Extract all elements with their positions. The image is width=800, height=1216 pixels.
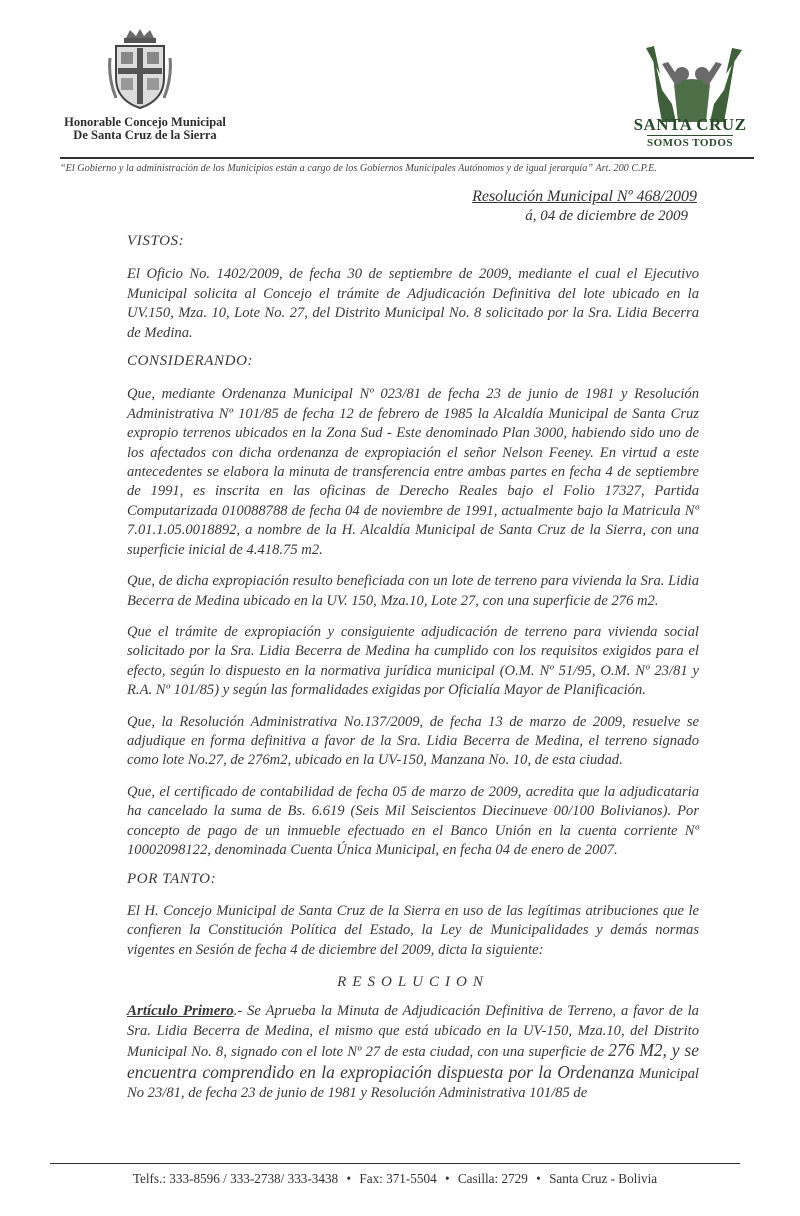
articulo-text-a: .- Se Aprueba la Minuta de Adjudicación Definitiva de Terreno, a favor de la Sra. Lidia Becerra de Medina, el mismo que está ubicado en la UV-150, Mza.10, del Distrito Municipal No. 8, signado con el lote Nº 27 de esta ciudad, con una superficie de — [127, 1003, 699, 1061]
footer-city: Santa Cruz - Bolivia — [549, 1171, 658, 1186]
footer-separator: • — [444, 1171, 450, 1186]
vistos-heading: VISTOS: — [127, 233, 185, 249]
resolucion-heading: RESOLUCION — [337, 974, 489, 990]
resolution-date: á, 04 de diciembre de 2009 — [525, 208, 688, 224]
logo-title: SANTA CRUZ — [633, 115, 747, 134]
footer-separator: • — [346, 1171, 352, 1186]
footer-separator: • — [536, 1171, 541, 1186]
considerando-paragraph-1: Que, mediante Ordenanza Municipal Nº 023/81 de fecha 23 de junio de 1981 y Resolución Administrativa Nº 101/85 de fecha 12 de febrero de 1985 la Alcaldía Municipal de Santa Cruz expropio terrenos ubicados en la Zona Sud - Este denominado Plan 3000, habiendo sido uno de los afectados con dicha ordenanza de expropiación el señor Nelson Feeney. En virtud a este antecedentes se elabora la minuta de transferencia entre ambas partes en fecha 4 de septiembre de 1991, es inscrita en las oficinas de Derecho Reales bajo el Folio 17327, Partida Computarizada 010088788 de fecha 04 de noviembre de 1991, actualmente bajo la Matricula Nº 7.01.1.05.0018892, a nombre de la H. Alcaldía Municipal de Santa Cruz de la Sierra, con una superficie inicial de 4.418.75 m2. — [127, 386, 699, 558]
considerando-paragraph-2: Que, de dicha expropiación resulto beneficiada con un lote de terreno para vivienda la Sra. Lidia Becerra de Medina ubicado en la UV. 150, Mza.10, Lote 27, con una superficie de 276 m2. — [127, 573, 699, 609]
council-name-line1: Honorable Concejo Municipal — [64, 115, 226, 129]
footer-casilla: Casilla: 2729 — [457, 1171, 528, 1186]
council-name-line2: De Santa Cruz de la Sierra — [73, 128, 217, 142]
considerando-paragraph-5: Que, el certificado de contabilidad de fecha 05 de marzo de 2009, acredita que la adjudicataria ha cancelado la suma de Bs. 6.619 (Seis Mil Seiscientos Diecinueve 00/100 Bolivianos). Por concepto de pago de un inmueble efectuado en el Banco Unión en la cuenta corriente Nº 10002098122, denominada Cuenta Única Municipal, en fecha 04 de enero de 2007. — [127, 783, 699, 858]
vistos-paragraph: El Oficio No. 1402/2009, de fecha 30 de septiembre de 2009, mediante el cual el Ejecutivo Municipal solicita al Concejo el trámite de Adjudicación Definitiva del lote ubicado en la UV.150, Mza. 10, Lote No. 27, del Distrito Municipal No. 8 solicitado por la Sra. Lidia Becerra de Medina. — [127, 266, 699, 341]
portanto-heading: POR TANTO: — [127, 871, 217, 888]
footer-phones: Telfs.: 333-8596 / 333-2738/ 333-3438 — [132, 1171, 339, 1186]
articulo-text-c: Municipal No 23/81, de fecha 23 de junio de 1981 y Resolución Administrativa 101/85 de — [127, 1065, 699, 1102]
footer-divider — [50, 1163, 740, 1164]
council-name — [40, 116, 250, 142]
document-body — [127, 232, 699, 1103]
footer-fax: Fax: 371-5504 — [359, 1171, 437, 1186]
resolution-title: Resolución Municipal Nº 468/2009 — [472, 188, 697, 205]
santa-cruz-logo-icon — [632, 44, 752, 126]
coat-of-arms-icon — [108, 28, 172, 112]
considerando-paragraph-4: Que, la Resolución Administrativa No.137/2009, de fecha 13 de marzo de 2009, resuelve se adjudique en forma definitiva a favor de la Sra. Lidia Becerra de Medina, el terreno signado como lote No.27, de 276m2, ubicado en la UV-150, Manzana No. 10, de esta ciudad. — [127, 713, 699, 769]
articulo-primero-label: Artículo Primero — [127, 1003, 234, 1020]
considerando-paragraph-3: Que el trámite de expropiación y consiguiente adjudicación de terreno para vivienda social solicitado por la Sra. Lidia Becerra de Medina ha cumplido con los requisitos exigidos para el efecto, según lo dispuesto en la normativa jurídica municipal (O.M. Nº 51/95, O.M. Nº 23/81 y R.A. Nº 101/85) y según las formalidades exigidas por Oficialía Mayor de Planificación. — [127, 623, 699, 699]
articulo-primero-paragraph — [127, 1002, 699, 1103]
articulo-text-b: 276 M2, y se encuentra comprendido en la expropiación dispuesta por la Ordenanza — [127, 1040, 699, 1082]
portanto-paragraph: El H. Concejo Municipal de Santa Cruz de la Sierra en uso de las legítimas atribuciones que le confieren la Constitución Política del Estado, la Ley de Municipalidades y demás normas vigentes en Sesión de fecha 4 de diciembre del 2009, dicta la siguiente: — [127, 902, 699, 958]
footer-contact — [50, 1171, 740, 1187]
considerando-heading: CONSIDERANDO: — [127, 353, 254, 370]
header-divider — [60, 157, 754, 159]
logo-subtitle: SOMOS TODOS — [646, 137, 734, 149]
constitution-quote: “El Gobierno y la administración de los Municipios están a cargo de los Gobiernos Municipales Autónomos y de igual jerarquía” Art. 200 C.P.E. — [60, 163, 657, 174]
santa-cruz-logo-text — [630, 116, 750, 151]
